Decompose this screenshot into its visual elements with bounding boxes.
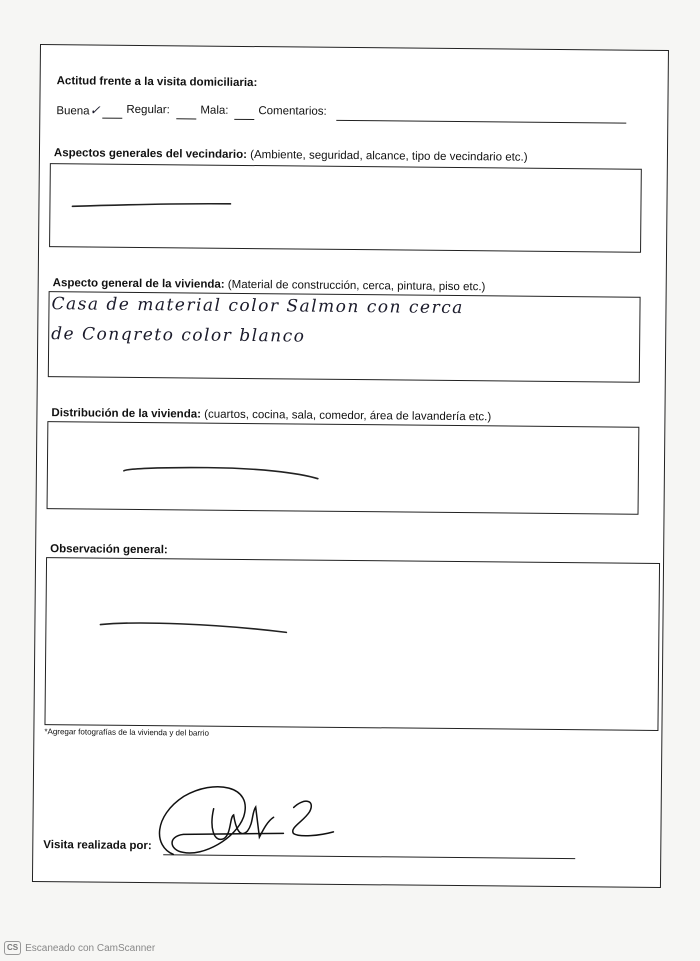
regular-label: Regular: bbox=[126, 103, 170, 117]
scanner-text: Escaneado con CamScanner bbox=[25, 942, 156, 954]
distribution-dash-stroke bbox=[118, 461, 358, 493]
bad-label: Mala: bbox=[200, 104, 229, 117]
form-page bbox=[32, 44, 669, 888]
housing-hint: (Material de construcción, cerca, pintura, piso etc.) bbox=[227, 278, 486, 294]
neighborhood-title: Aspectos generales del vecindario: bbox=[53, 147, 248, 161]
distribution-box[interactable] bbox=[47, 421, 640, 515]
observation-dash-stroke bbox=[96, 617, 336, 649]
visit-label: Visita realizada por: bbox=[43, 839, 152, 853]
observation-heading bbox=[50, 543, 168, 556]
photo-note: *Agregar fotografías de la vivienda y del barrio bbox=[44, 727, 209, 738]
regular-blank[interactable] bbox=[176, 118, 196, 119]
housing-box[interactable] bbox=[48, 291, 641, 383]
scanner-footer bbox=[4, 941, 155, 955]
comments-line[interactable] bbox=[336, 120, 626, 124]
neighborhood-heading bbox=[54, 147, 528, 164]
camscanner-logo: CS bbox=[4, 941, 21, 955]
observation-title: Observación general: bbox=[50, 543, 168, 557]
neighborhood-hint: (Ambiente, seguridad, alcance, tipo de vecindario etc.) bbox=[250, 149, 528, 164]
housing-handwriting-line2: de Conqreto color blanco bbox=[51, 324, 306, 347]
signature-image bbox=[143, 776, 364, 888]
neighborhood-box[interactable] bbox=[49, 163, 642, 253]
observation-box[interactable] bbox=[44, 557, 660, 731]
distribution-title: Distribución de la vivienda: bbox=[51, 407, 202, 421]
good-label: Buena bbox=[56, 105, 90, 118]
good-blank[interactable] bbox=[102, 118, 122, 119]
comments-label: Comentarios: bbox=[258, 105, 327, 118]
attitude-row bbox=[56, 103, 100, 118]
good-checkmark: ✓ bbox=[89, 103, 101, 119]
housing-title: Aspecto general de la vivienda: bbox=[52, 277, 225, 291]
bad-blank[interactable] bbox=[234, 119, 254, 120]
distribution-hint: (cuartos, cocina, sala, comedor, área de lavandería etc.) bbox=[204, 408, 492, 424]
attitude-title: Actitud frente a la visita domiciliaria: bbox=[56, 75, 258, 90]
neighborhood-dash-stroke bbox=[70, 194, 270, 216]
housing-handwriting-line1: Casa de material color Salmon con cerca bbox=[51, 294, 464, 319]
